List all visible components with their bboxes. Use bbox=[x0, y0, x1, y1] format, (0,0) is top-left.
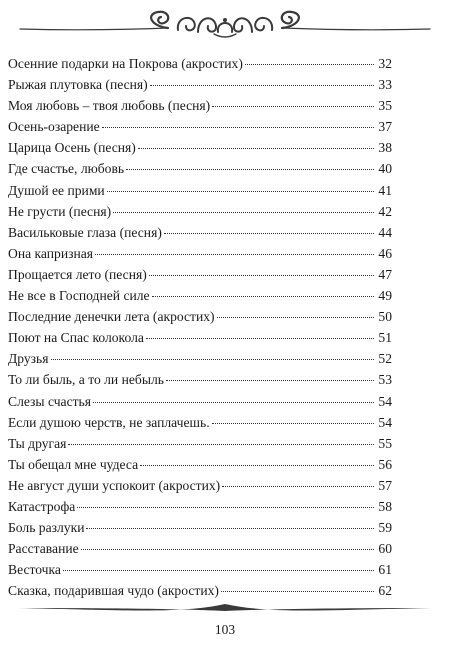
toc-entry-title: Осень-озарение bbox=[8, 119, 100, 135]
toc-entry-title: Друзья bbox=[8, 351, 49, 367]
toc-entry-page: 54 bbox=[378, 393, 392, 409]
toc-entry bbox=[8, 243, 392, 264]
dot-leader bbox=[152, 296, 374, 297]
toc-entry-page: 46 bbox=[378, 245, 392, 261]
dot-leader bbox=[95, 254, 374, 255]
toc-entry bbox=[8, 74, 392, 95]
dot-leader bbox=[107, 191, 374, 192]
dot-leader bbox=[166, 380, 374, 381]
toc-entry-title: Не август души успокоит (акростих) bbox=[8, 477, 221, 493]
toc-entry bbox=[8, 53, 392, 74]
toc-entry-title: Душой ее прими bbox=[8, 182, 105, 198]
toc-entry-page: 38 bbox=[378, 140, 392, 156]
toc-entry-title: Прощается лето (песня) bbox=[8, 266, 147, 282]
toc-entry-page: 52 bbox=[378, 351, 392, 367]
dot-leader bbox=[221, 591, 374, 592]
toc-entry-title: Не грусти (песня) bbox=[8, 203, 112, 219]
toc-entry-page: 50 bbox=[378, 309, 392, 325]
toc-entry-page: 53 bbox=[378, 372, 392, 388]
dot-leader bbox=[86, 528, 374, 529]
dot-leader bbox=[102, 127, 374, 128]
toc-entry-page: 54 bbox=[378, 414, 392, 430]
dot-leader bbox=[150, 85, 374, 86]
dot-leader bbox=[146, 338, 374, 339]
toc-entry-page: 49 bbox=[378, 288, 392, 304]
toc-entry-title: Последние денечки лета (акростих) bbox=[8, 309, 215, 325]
toc-entry bbox=[8, 95, 392, 116]
toc-entry-page: 60 bbox=[378, 541, 392, 557]
toc-entry bbox=[8, 369, 392, 390]
dot-leader bbox=[68, 444, 374, 445]
toc-entry-title: Сказка, подарившая чудо (акростих) bbox=[8, 583, 219, 599]
toc-entry-title: Ты обещал мне чудеса bbox=[8, 456, 139, 472]
toc-entry-title: Расставание bbox=[8, 541, 79, 557]
toc-entry-title: Где счастье, любовь bbox=[8, 161, 125, 177]
dot-leader bbox=[217, 317, 374, 318]
toc-entry-page: 57 bbox=[378, 477, 392, 493]
toc-entry-page: 58 bbox=[378, 498, 392, 514]
dot-leader bbox=[138, 148, 374, 149]
dot-leader bbox=[81, 549, 374, 550]
dot-leader bbox=[164, 233, 374, 234]
table-of-contents bbox=[8, 53, 392, 601]
dot-leader bbox=[212, 423, 374, 424]
toc-entry-title: Слезы счастья bbox=[8, 393, 92, 409]
toc-entry bbox=[8, 454, 392, 475]
dot-leader bbox=[245, 64, 374, 65]
dot-leader bbox=[140, 465, 374, 466]
dot-leader bbox=[77, 507, 374, 508]
toc-entry bbox=[8, 158, 392, 179]
toc-entry bbox=[8, 412, 392, 433]
toc-entry bbox=[8, 348, 392, 369]
toc-entry bbox=[8, 116, 392, 137]
toc-entry bbox=[8, 391, 392, 412]
page-number: 103 bbox=[214, 622, 236, 637]
toc-entry-title: Она капризная bbox=[8, 245, 94, 261]
toc-entry bbox=[8, 180, 392, 201]
toc-entry-page: 51 bbox=[378, 330, 392, 346]
toc-entry-page: 41 bbox=[378, 182, 392, 198]
bottom-flourish-ornament bbox=[0, 598, 450, 618]
toc-entry bbox=[8, 201, 392, 222]
toc-entry-title: Катастрофа bbox=[8, 498, 76, 514]
toc-entry-title: Не все в Господней силе bbox=[8, 288, 150, 304]
toc-entry-title: Боль разлуки bbox=[8, 520, 85, 536]
toc-entry-page: 59 bbox=[378, 520, 392, 536]
toc-entry bbox=[8, 538, 392, 559]
toc-entry bbox=[8, 475, 392, 496]
toc-entry-page: 33 bbox=[378, 77, 392, 93]
toc-entry-title: Царица Осень (песня) bbox=[8, 140, 136, 156]
dot-leader bbox=[51, 359, 374, 360]
toc-entry bbox=[8, 264, 392, 285]
toc-entry-page: 47 bbox=[378, 266, 392, 282]
toc-entry-title: Моя любовь – твоя любовь (песня) bbox=[8, 98, 211, 114]
toc-entry-title: Поют на Спас колокола bbox=[8, 330, 144, 346]
toc-entry-title: Весточка bbox=[8, 562, 61, 578]
top-flourish-ornament bbox=[0, 0, 450, 50]
toc-entry-page: 62 bbox=[378, 583, 392, 599]
toc-entry-page: 40 bbox=[378, 161, 392, 177]
toc-entry-page: 42 bbox=[378, 203, 392, 219]
toc-entry-page: 61 bbox=[378, 562, 392, 578]
dot-leader bbox=[149, 275, 374, 276]
toc-entry-page: 56 bbox=[378, 456, 392, 472]
toc-entry-title: Рыжая плутовка (песня) bbox=[8, 77, 148, 93]
toc-entry bbox=[8, 222, 392, 243]
toc-entry-page: 44 bbox=[378, 224, 392, 240]
dot-leader bbox=[126, 169, 374, 170]
dot-leader bbox=[222, 486, 374, 487]
toc-entry-page: 35 bbox=[378, 98, 392, 114]
toc-entry bbox=[8, 433, 392, 454]
dot-leader bbox=[93, 402, 374, 403]
toc-entry bbox=[8, 559, 392, 580]
toc-entry-title: То ли быль, а то ли небыль bbox=[8, 372, 164, 388]
dot-leader bbox=[113, 212, 374, 213]
toc-entry-title: Васильковые глаза (песня) bbox=[8, 224, 162, 240]
toc-entry-page: 55 bbox=[378, 435, 392, 451]
toc-entry bbox=[8, 137, 392, 158]
toc-entry bbox=[8, 285, 392, 306]
toc-entry-title: Осенние подарки на Покрова (акростих) bbox=[8, 56, 243, 71]
dot-leader bbox=[63, 570, 374, 571]
toc-entry-page: 32 bbox=[378, 56, 392, 71]
toc-entry bbox=[8, 496, 392, 517]
dot-leader bbox=[212, 106, 374, 107]
toc-entry bbox=[8, 327, 392, 348]
toc-entry bbox=[8, 306, 392, 327]
toc-entry-page: 37 bbox=[378, 119, 392, 135]
toc-entry bbox=[8, 517, 392, 538]
toc-entry-title: Если душою черств, не заплачешь. bbox=[8, 414, 210, 430]
toc-entry-title: Ты другая bbox=[8, 435, 67, 451]
